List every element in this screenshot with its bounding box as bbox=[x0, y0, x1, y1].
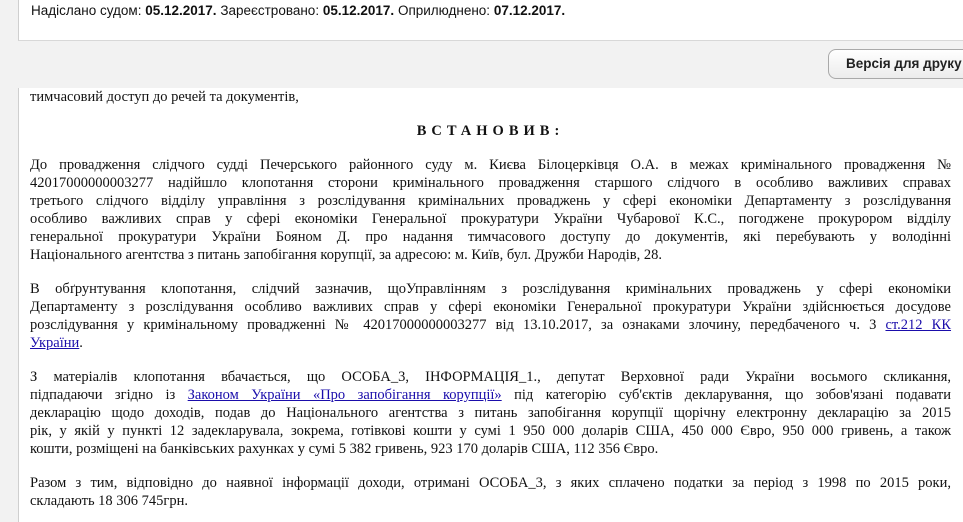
law-link-criminal-code[interactable]: України bbox=[30, 335, 80, 351]
paragraph-4: Разом з тим, відповідно до наявної інформації доходи, отримані ОСОБА_3, з яких сплачено податки за період з 1998 по 2015 роки, складають 18 306 745грн. bbox=[30, 475, 951, 509]
published-label: Оприлюднено: bbox=[397, 3, 491, 18]
sent-date: 05.12.2017. bbox=[145, 3, 217, 18]
print-version-button[interactable]: Версія для друку bbox=[828, 49, 963, 79]
document-text bbox=[30, 88, 951, 510]
paragraph-2: В обґрунтування клопотання, слідчий зазначив, щоУправлінням з розслідування кримінальних проваджень у сфері економіки Департаменту з розслідування особливо важливих справ у сфері економіки Генеральної прокуратури України здійснюється досудове розслідування у кримінальному провадженні № 42017000000003277 від 13.10.2017, за ознаками злочину, передбаченого ч. 3 ст.212 КК України. bbox=[30, 281, 952, 351]
law-link-article-212[interactable]: ст.212 КК bbox=[885, 317, 952, 333]
section-heading: ВСТАНОВИВ: bbox=[416, 123, 565, 139]
document-dates bbox=[31, 3, 565, 18]
registered-label: Зареєстровано: bbox=[220, 3, 320, 18]
paragraph-3: З матеріалів клопотання вбачається, що ОСОБА_3, ІНФОРМАЦІЯ_1., депутат Верховної ради України восьмого скликання, підпадаючи згідно із Законом України «Про запобігання корупції» під категорію суб'єктів декларування, що зобов'язані подавати декларацію щодо доходів, подав до Національного агентства з питань запобігання корупції щорічну електронну декларацію за 2015 рік, у якій у пункті 12 задекларувала, зокрема, готівкові кошти у сумі 1 950 000 доларів США, 450 000 Євро, 950 000 гривень, а також кошти, розміщені на банківських рахунках у сумі 5 382 гривень, 923 170 доларів США, 112 356 Євро. bbox=[30, 369, 952, 457]
document-meta-bar bbox=[18, 0, 963, 41]
paragraph-1: До провадження слідчого судді Печерського районного суду м. Києва Білоцерківця О.А. в межах кримінального провадження № 42017000000003277 надійшло клопотання сторони кримінального провадження старшого слідчого в особливо важливих справах третього слідчого відділу управління з розслідування кримінальних проваджень у сфері економіки Департаменту з розслідування особливо важливих справ у сфері економіки Генеральної прокуратури України Чубарової К.С., погоджене прокурором відділу генеральної прокуратури України Бояном Д. про надання тимчасового доступу до документів, які перебувають у володінні Національного агентства з питань запобігання корупції, за адресою: м. Київ, бул. Дружби Народів, 28. bbox=[30, 157, 951, 263]
top-line: тимчасовий доступ до речей та документів, bbox=[30, 89, 299, 105]
law-link-anticorruption[interactable]: Законом України «Про запобігання корупції» bbox=[187, 387, 502, 403]
document-body bbox=[18, 88, 963, 522]
published-date: 07.12.2017. bbox=[493, 3, 566, 18]
sent-label: Надіслано судом: bbox=[31, 3, 142, 18]
registered-date: 05.12.2017. bbox=[322, 3, 395, 18]
